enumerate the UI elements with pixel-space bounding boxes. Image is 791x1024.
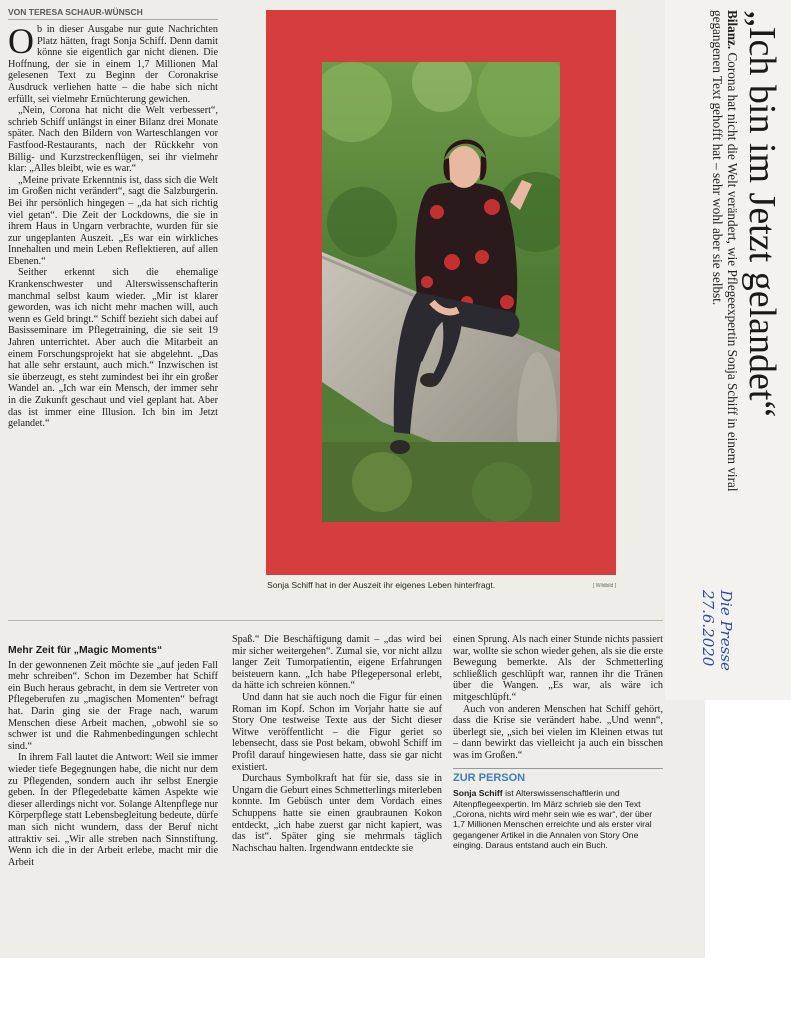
deck: [710, 10, 740, 550]
paragraph-1: Ob in dieser Ausgabe nur gute Nachrichten Platz hätten, fragt Sonja Schiff. Denn damit könne sie eigentlich gar nicht dienen. Die Hoffnung, der sie in einem 1,7 Millionen Mal gelesenen Text zu Beginn der Coronakrise Ausdruck verliehen hatte – die habe sich nicht erfüllt, sei vielmehr Ernüchterung gewichen.: [8, 21, 218, 105]
subheading: Mehr Zeit für „Magic Moments“: [8, 645, 163, 656]
deck-text: Corona hat nicht die Welt verändert, wie Pflegeexpertin Sonja Schiff in einem viral gegangenen Text gehofft hat – sehr wohl aber sie selbst.: [710, 10, 740, 492]
column-2: [232, 634, 442, 854]
headline: „Ich bin im Jetzt gelandet“: [741, 10, 783, 418]
paragraph-9: Durchaus Symbolkraft hat für sie, dass sie in Ungarn die Geburt eines Schmetterlings miterleben konnte. Im Gebüsch unter dem Vordach eines Schuppens hatte sie einen graubraunen Kokon entdeckt, „ich habe zuerst gar nicht kapiert, was das ist“. Später ging sie mehrmals täglich Nachschau halten. Irgendwann entdeckte sie: [232, 773, 442, 854]
column-1: [8, 21, 218, 430]
paragraph-6: In ihrem Fall lautet die Antwort: Weil sie immer wieder tiefe Begegnungen habe, die nicht nur dem zu Pflegenden, sondern auch ihr selbst Energie geben. In der Pflegedebatte kämen Aspekte wie dieser allerdings nicht vor. Solange Altenpflege nur Körperpflege statt Lebensbegleitung bedeute, dürfe man sich nicht wundern, dass der Beruf nicht attraktiv sei. „Wir alle streben nach Sinnstiftung. Wenn ich die in der Arbeit erlebe, macht mir die Arbeit: [8, 752, 218, 868]
paragraph-4: Seither erkennt sich die ehemalige Krankenschwester und Alterswissenschafterin manchmal selbst kaum wieder. „Mir ist klarer geworden, was ich nicht mehr machen will, auch wenn es Geld bringt.“ Schiff bezieht sich dabei auf Basisseminare im Pflegetraining, die sie seit 19 Jahren unterrichtet. Aber auch die Mitarbeit an einem Forschungsprojekt hat sie abgelehnt. „Das hat alle sehr erstaunt, auch mich.“ Inzwischen ist sie überzeugt, es steht zumindest bei ihr ein großer Wandel an. „Ich war ein Mensch, der immer sehr in die Zukunft geschaut und viel geplant hat. Aber das ist immer eine Illusion. Ich bin im Jetzt gelandet.“: [8, 267, 218, 430]
paragraph-10: einen Sprung. Als nach einer Stunde nichts passiert war, wollte sie schon wieder gehen, als sie die erste Bewegung bemerkte. Als der Schmetterling schließlich geschlüpft war, rannen ihr die Tränen über die Wangen. „Es war, als wäre ich mitgeschlüpft.“: [453, 634, 663, 703]
paragraph-2: „Nein, Corona hat nicht die Welt verbessert“, schrieb Schiff unlängst in einer Bilanz drei Monate später. Nach den Bildern von Warteschlangen vor Fastfood-Restaurants, nach der Rückkehr von Billig- und Kurzstreckenflügen, sei ihr vielmehr klar: „Alles bleibt, wie es war.“: [8, 105, 218, 175]
divider: [8, 620, 663, 621]
photo-credit: [ Wildbild ]: [593, 583, 617, 589]
drop-cap: O: [8, 21, 34, 61]
person-info: [453, 788, 663, 850]
deck-lead: Bilanz.: [725, 10, 740, 50]
vertical-headline-block: [710, 10, 782, 550]
column-1-lower: [8, 645, 218, 868]
byline: VON TERESA SCHAUR-WÜNSCH: [8, 7, 218, 20]
paragraph-3: „Meine private Erkenntnis ist, dass sich die Welt im Großen nicht verändert“, sagt die Salzburgerin. Bei ihr persönlich hingegen – „da hat sich richtig viel getan“. Die Zeit der Lockdowns, die sie in ihrem Haus in Ungarn verbrachte, wurden für sie zur ungeplanten Auszeit. „Es war ein wirkliches Innehalten und mein Leben Reflektieren, auf allen Ebenen.“: [8, 174, 218, 267]
paragraph-7: Spaß.“ Die Beschäftigung damit – „das wird bei mir sicher weitergehen“. Zumal sie, vor nicht allzu langer Zeit Tumorpatientin, eigene Erfahrungen beisteuern kann. „Ich habe Pflegepersonal erlebt, da hätte ich schreien können.“: [232, 634, 442, 692]
handwritten-annotation: [699, 590, 735, 710]
paragraph-5: In der gewonnenen Zeit möchte sie „auf jeden Fall mehr schreiben“. Schon im Dezember hat Schiff ein Buch heraus gebracht, in dem sie Vertreter von Pflegeberufen zu „magischen Momenten“ befragt hat. Darin ging sie der Frage nach, warum Menschen diese Arbeit machen, „obwohl sie so schwer ist und die Rahmenbedingungen schlecht sind.“: [8, 659, 218, 752]
person-info-text: ist Alterswissenschaftlerin und Altenpflegeexpertin. Im März schrieb sie den Text „Corona, nichts wird mehr sein wie es war“, der über 1,7 Millionen Menschen erreichte und als erster viral gegangener Artikel in die Annalen von Story One einging. Daraus entstand auch ein Buch.: [453, 788, 653, 851]
paragraph-11: Auch von anderen Menschen hat Schiff gehört, dass die Krise sie verändert habe. „Und wenn“, überlegt sie, „sich bei vielen im Kleinen etwas tut – dann bewirkt das vielleicht ja auch ein bisschen was im Großen.“: [453, 703, 663, 761]
zur-person-heading: ZUR PERSON: [453, 768, 663, 785]
column-3: [453, 634, 663, 851]
handwritten-date: 27.6.2020: [699, 590, 717, 667]
photo-caption: Sonja Schiff hat in der Auszeit ihr eigenes Leben hinterfragt.: [267, 580, 496, 590]
handwritten-source: Die Presse: [717, 590, 735, 671]
paragraph-8: Und dann hat sie auch noch die Figur für einen Roman im Kopf. Schon im Vorjahr hatte sie auf Story One testweise Texte aus der Sicht dieser Witwe veröffentlicht – die Figur geriet so lebensecht, dass sie Post bekam, obwohl Schiff im Profil darauf hingewiesen hatte, dass sie gar nicht existiert.: [232, 691, 442, 773]
person-name: Sonja Schiff: [453, 788, 503, 799]
portrait-photo: [322, 62, 560, 522]
